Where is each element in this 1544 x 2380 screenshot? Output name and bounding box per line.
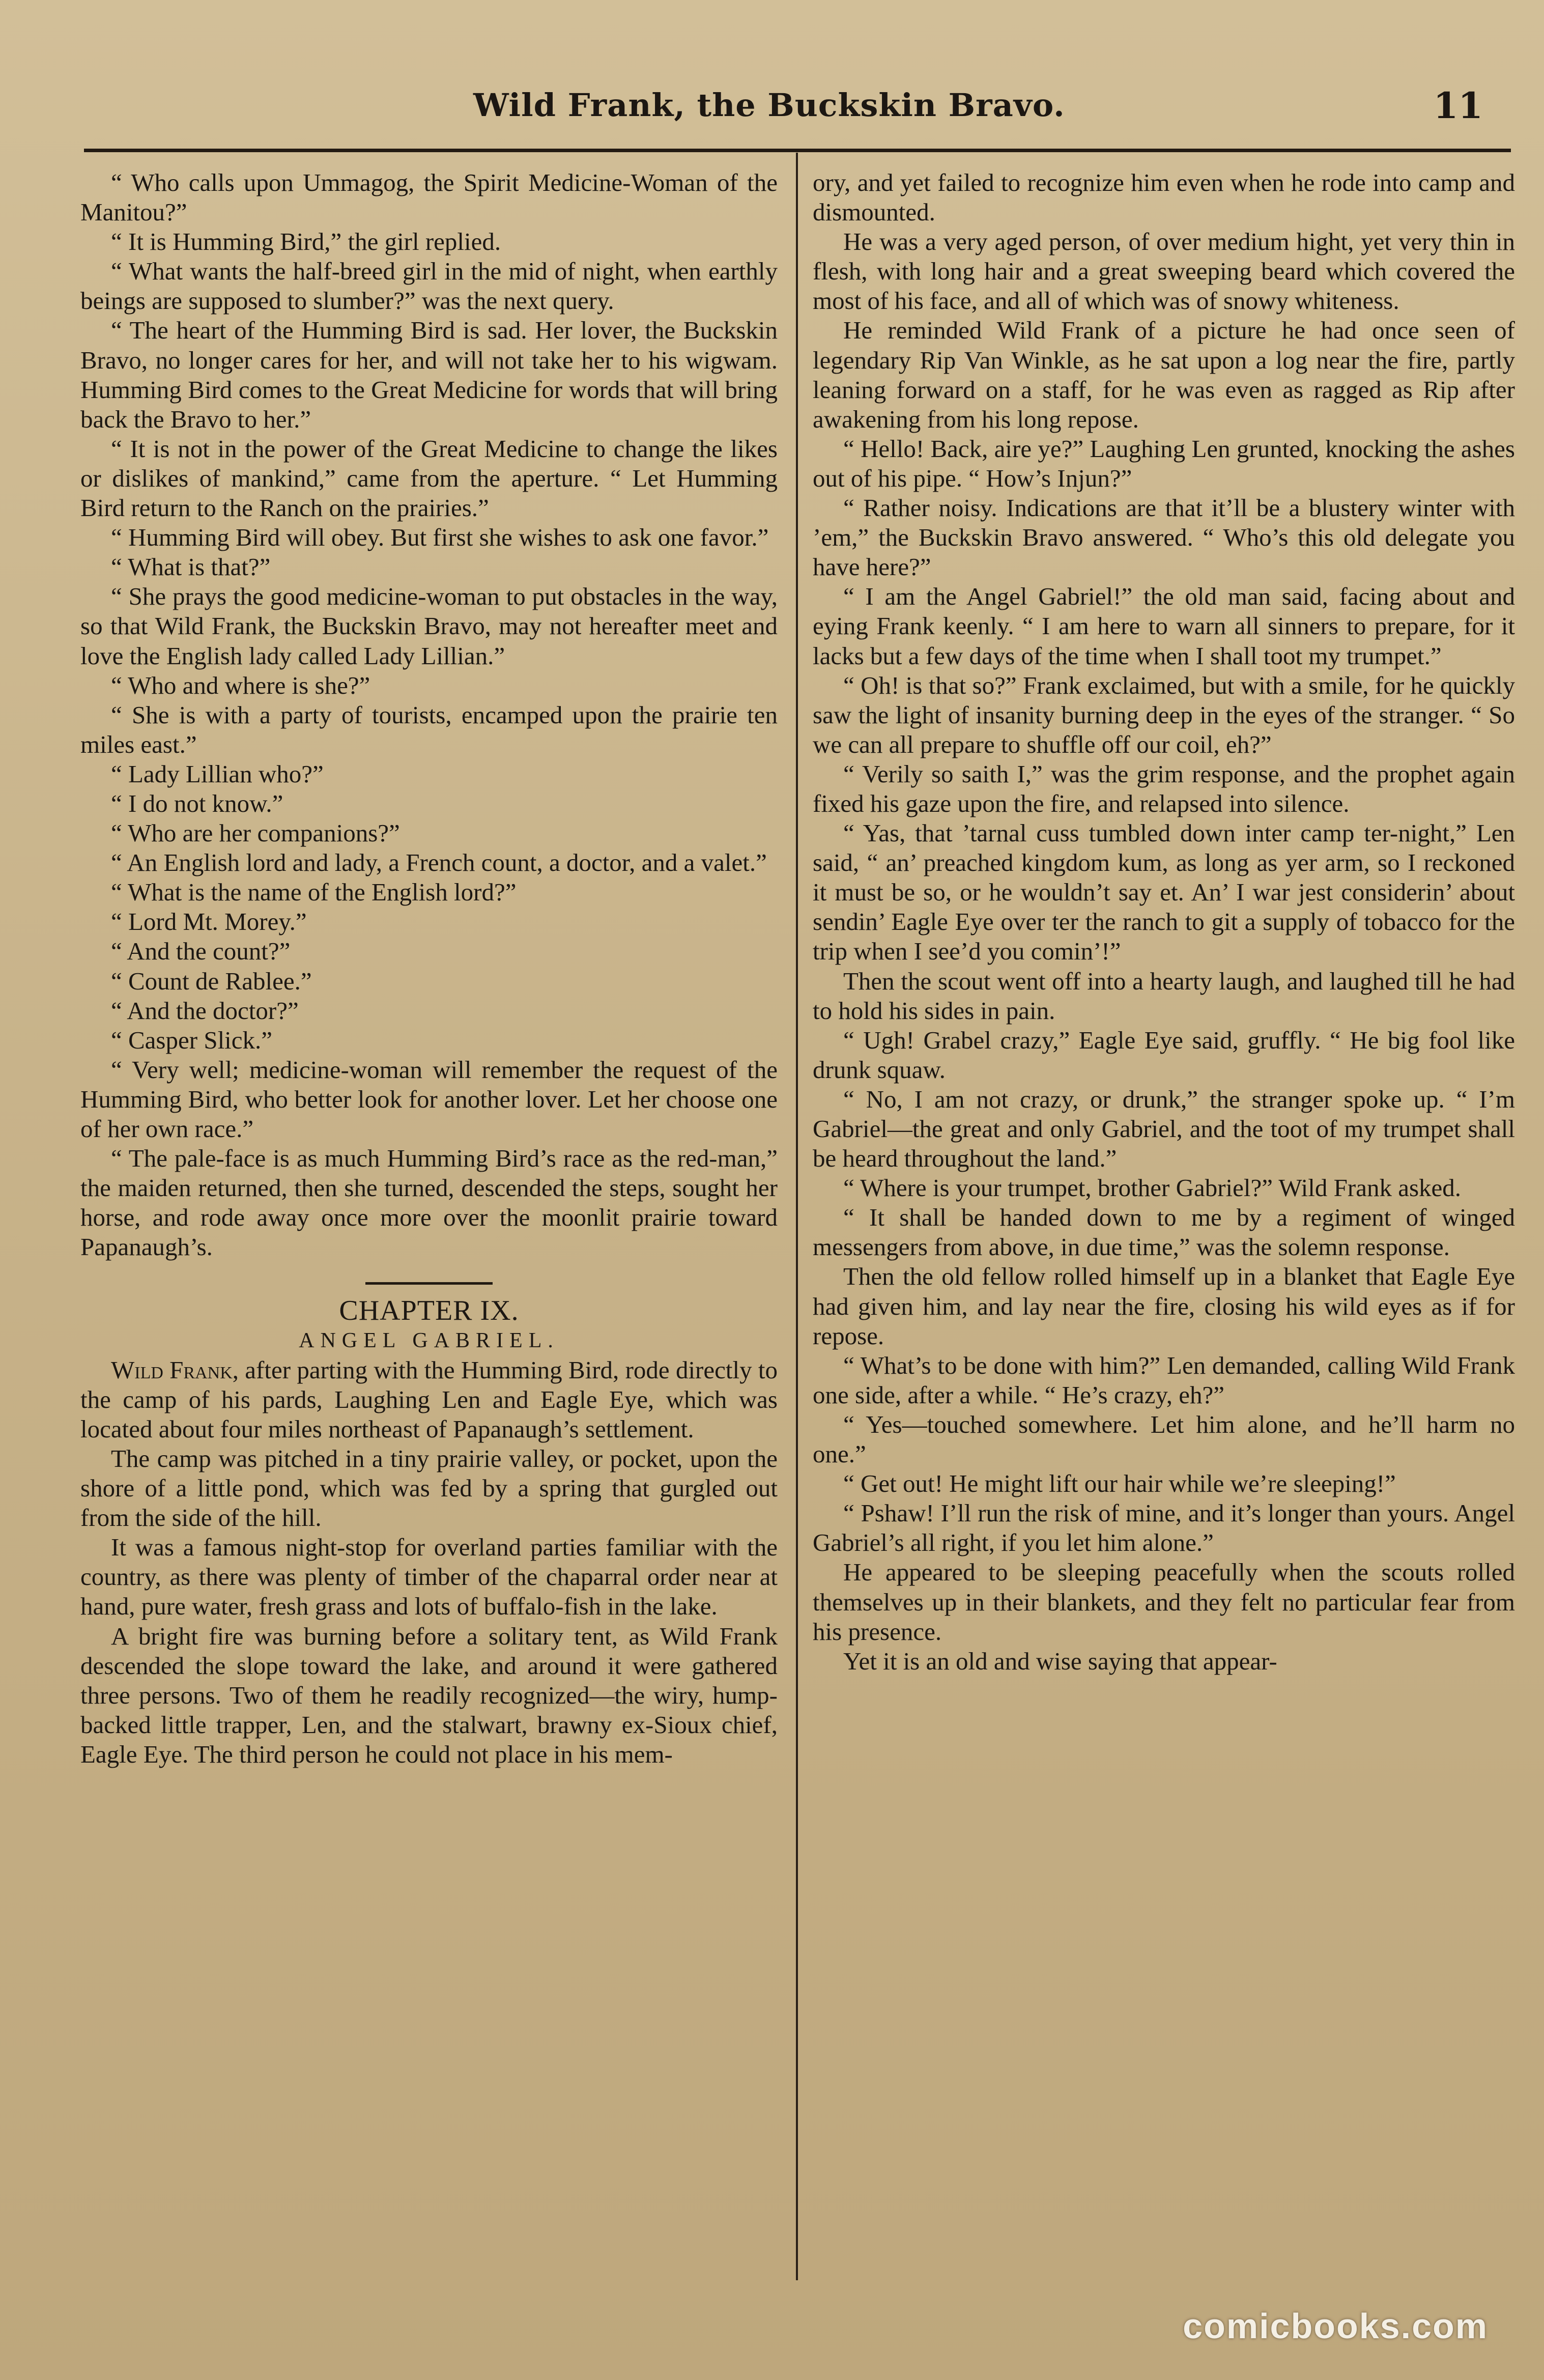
paragraph: “ It shall be handed down to me by a regiment of winged messengers from above, in due time,” was the solemn response. [813,1203,1515,1261]
paragraph: “ The heart of the Humming Bird is sad. Her lover, the Buckskin Bravo, no longer cares for her, and will not take her to his wigwam. Humming Bird comes to the Great Medicine for words that will bring back the Bravo to her.” [80,316,778,433]
right-column [813,168,1515,2290]
paragraph: “ An English lord and lady, a French count, a doctor, and a valet.” [111,848,767,877]
paragraph: “ Humming Bird will obey. But first she wishes to ask one favor.” [111,523,769,552]
paragraph: He appeared to be sleeping peacefully when the scouts rolled themselves up in their blankets, and they felt no particular fear from his presence. [813,1558,1515,1646]
paragraph: “ The pale-face is as much Humming Bird’s race as the red-man,” the maiden returned, then she turned, descended the steps, sought her horse, and rode away once more over the moonlit prairie toward Papanaugh’s. [80,1144,778,1261]
page-header [76,76,1503,132]
paragraph: “ Verily so saith I,” was the grim response, and the prophet again fixed his gaze upon the fire, and relapsed into silence. [813,759,1515,817]
paragraph: “ Who calls upon Ummagog, the Spirit Medicine-Woman of the Manitou?” [80,168,778,226]
running-title: Wild Frank, the Buckskin Bravo. [473,87,1065,124]
paragraph: “ Yes—touched somewhere. Let him alone, and he’ll harm no one.” [813,1410,1515,1468]
paragraph: “ Very well; medicine-woman will remember the request of the Humming Bird, who better look for another lover. Let her choose one of her own race.” [80,1055,778,1143]
header-rule [84,149,1511,152]
paragraph: “ Lady Lillian who?” [111,759,324,788]
paragraph: “ Yas, that ’tarnal cuss tumbled down inter camp ter-night,” Len said, “ an’ preached kingdom kum, as long as yer arm, so I reckoned it must be so, or he wouldn’t say et. An’ I war jest considerin’ about sendin’ Eagle Eye over ter the ranch to git a supply of tobacco for the trip when I see’d you comin’!” [813,819,1515,966]
paragraph: Then the scout went off into a hearty laugh, and laughed till he had to hold his sides in pain. [813,967,1515,1025]
paragraph: “ Oh! is that so?” Frank exclaimed, but with a smile, for he quickly saw the light of insanity burning deep in the eyes of the stranger. “ So we can all prepare to shuffle off our coil, eh?” [813,671,1515,758]
paragraph: “ Count de Rablee.” [111,967,312,995]
paragraph: “ She prays the good medicine-woman to put obstacles in the way, so that Wild Frank, the Buckskin Bravo, may not hereafter meet and love the English lady called Lady Lillian.” [80,582,778,670]
paragraph: “ Who and where is she?” [111,671,370,699]
paragraph: “ Hello! Back, aire ye?” Laughing Len grunted, knocking the ashes out of his pipe. “ How’s Injun?” [813,434,1515,492]
paragraph: “ What is that?” [111,553,271,581]
paragraph: “ What is the name of the English lord?” [111,878,517,906]
paragraph: “ What’s to be done with him?” Len demanded, calling Wild Frank one side, after a while. “ He’s crazy, eh?” [813,1351,1515,1409]
paragraph: “ Rather noisy. Indications are that it’ll be a blustery winter with ’em,” the Buckskin Bravo answered. “ Who’s this old delegate you have here?” [813,494,1515,581]
paragraph: “ She is with a party of tourists, encamped upon the prairie ten miles east.” [80,700,778,758]
continuation-paragraph: ory, and yet failed to recognize him even when he rode into camp and dismounted. [813,168,1515,226]
section-separator [365,1282,493,1285]
paragraph: “ Where is your trumpet, brother Gabriel?” Wild Frank asked. [843,1174,1462,1202]
chapter-lead-smallcaps: Wild Frank, [111,1355,239,1384]
paragraph: “ And the doctor?” [111,996,299,1025]
chapter-lead-paragraph [80,1355,778,1444]
left-column [80,168,778,2290]
watermark-text: comicbooks.com [1183,2306,1488,2346]
paragraph: “ It is Humming Bird,” the girl replied. [111,228,501,256]
paragraph: “ Lord Mt. Morey.” [111,908,307,936]
paragraph: The camp was pitched in a tiny prairie valley, or pocket, upon the shore of a little pond, which was fed by a spring that gurgled out from the side of the hill. [80,1444,778,1532]
paragraph: “ Get out! He might lift our hair while we’re sleeping!” [843,1469,1396,1498]
paragraph: A bright fire was burning before a solitary tent, as Wild Frank descended the slope toward the lake, and around it were gathered three persons. Two of them he readily recognized—the wiry, hump-backed little trapper, Len, and the stalwart, brawny ex-Sioux chief, Eagle Eye. The third person he could not place in his mem- [80,1622,778,1768]
paragraph: “ Pshaw! I’ll run the risk of mine, and it’s longer than yours. Angel Gabriel’s all right, if you let him alone.” [813,1499,1515,1557]
page-number: 11 [1433,84,1483,127]
paragraph: “ I do not know.” [111,789,283,817]
paragraph: He was a very aged person, of over medium hight, yet very thin in flesh, with long hair and a great sweeping beard which covered the most of his face, and all of which was of snowy whiteness. [813,228,1515,315]
paragraph: “ I am the Angel Gabriel!” the old man said, facing about and eying Frank keenly. “ I am here to warn all sinners to prepare, for it lacks but a few days of the time when I shall toot my trumpet.” [813,582,1515,670]
paragraph: “ It is not in the power of the Great Medicine to change the likes or dislikes of mankind,” came from the aperture. “ Let Humming Bird return to the Ranch on the prairies.” [80,434,778,522]
paragraph: “ What wants the half-breed girl in the mid of night, when earthly beings are supposed to slumber?” was the next query. [80,257,778,315]
paragraph: “ Casper Slick.” [111,1026,273,1054]
chapter-subtitle: ANGEL GABRIEL. [299,1328,559,1352]
paragraph: “ No, I am not crazy, or drunk,” the stranger spoke up. “ I’m Gabriel—the great and only Gabriel, and the toot of my trumpet shall be heard throughout the land.” [813,1085,1515,1173]
paragraph: Yet it is an old and wise saying that appear- [843,1647,1277,1675]
paragraph: “ Ugh! Grabel crazy,” Eagle Eye said, gruffly. “ He big fool like drunk squaw. [813,1026,1515,1084]
paragraph: “ And the count?” [111,937,291,966]
paragraph: He reminded Wild Frank of a picture he had once seen of legendary Rip Van Winkle, as he sat upon a log near the fire, partly leaning forward on a staff, for he was even as ragged as Rip after awakening from his long repose. [813,316,1515,433]
paragraph: “ Who are her companions?” [111,819,400,847]
paragraph: Then the old fellow rolled himself up in a blanket that Eagle Eye had given him, and lay near the fire, closing his wild eyes as if for repose. [813,1262,1515,1350]
column-divider [796,153,798,2280]
chapter-lead-text: after parting with the Humming Bird, rode directly to the camp of his pards, Laughing Len and Eagle Eye, which was located about four miles northeast of Papanaugh’s settlement. [80,1355,778,1443]
paragraph: It was a famous night-stop for overland parties familiar with the country, as there was plenty of timber of the chaparral order near at hand, pure water, fresh grass and lots of buffalo-fish in the lake. [80,1533,778,1621]
chapter-title: CHAPTER IX. [339,1295,519,1327]
